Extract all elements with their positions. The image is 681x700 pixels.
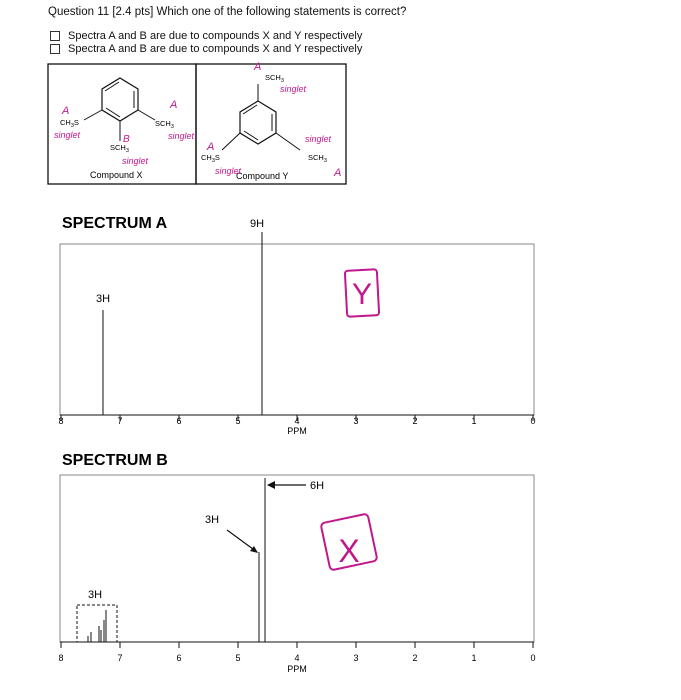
x-sch3-bottom: $SCH_3$	[110, 143, 129, 154]
spectrum-a-label-3h: 3H	[96, 293, 111, 305]
x-double-bond	[106, 108, 120, 117]
spectrum-a-title: SPECTRUM A	[62, 215, 168, 232]
spectrum-b-inset-box	[77, 605, 117, 642]
y-bond-left	[222, 133, 240, 150]
tick-1: 1	[471, 653, 477, 663]
y-double-bond	[244, 131, 258, 140]
annotation-singlet: singlet	[305, 134, 332, 144]
spectrum-b-label-6h: 6H	[310, 480, 325, 492]
tick-4: 4	[294, 416, 300, 426]
tick-2: 2	[412, 416, 418, 426]
x-bond-right	[138, 110, 155, 120]
option-2-label: Spectra A and B are due to compounds X and Y respectively	[68, 43, 363, 55]
arrow-head	[267, 481, 275, 489]
tick-1: 1	[471, 416, 477, 426]
spectrum-b-mark	[321, 514, 378, 571]
tick-0: 0	[530, 653, 536, 663]
tick-5: 5	[235, 416, 241, 426]
annotation-a: A	[170, 99, 178, 111]
annotation-singlet: singlet	[54, 130, 81, 140]
x-bond-left	[84, 110, 102, 120]
spectrum-b-label-3h-inset: 3H	[88, 589, 103, 601]
annotation-singlet: singlet	[168, 131, 195, 141]
spectrum-a-label-9h: 9H	[250, 218, 265, 230]
annotation-a: A	[334, 167, 342, 179]
x-sch3-right: $SCH_3$	[155, 119, 174, 130]
y-sch3-right: $SCH_3$	[308, 153, 327, 164]
compound-x-ring	[102, 78, 138, 121]
annotation-b: B	[123, 134, 130, 145]
spectrum-b-label-3h: 3H	[205, 514, 220, 526]
annotation-singlet: singlet	[215, 166, 242, 176]
annotation-singlet: singlet	[122, 156, 149, 166]
tick-4: 4	[294, 653, 300, 663]
tick-0: 0	[530, 416, 536, 426]
handwritten-annotations	[54, 61, 341, 179]
axis-unit-ppm: PPM	[287, 426, 307, 436]
annotation-singlet: singlet	[280, 84, 307, 94]
compound-x-caption: Compound X	[90, 170, 143, 180]
spectrum-a-mark	[345, 269, 379, 317]
spectrum-a-handwritten-answer: Y	[351, 278, 373, 311]
axis-unit-ppm: PPM	[287, 664, 307, 674]
spectrum-a-axis	[58, 415, 535, 436]
tick-6: 6	[176, 416, 182, 426]
spectrum-b-frame	[60, 475, 534, 642]
spectrum-b-axis	[58, 642, 535, 674]
annotation-a: A	[207, 141, 215, 153]
y-bond-right	[276, 133, 300, 150]
tick-7: 7	[117, 416, 123, 426]
compound-y-caption: Compound Y	[236, 171, 289, 181]
y-sch3-top: $SCH_3$	[265, 73, 284, 84]
tick-8: 8	[58, 653, 64, 663]
tick-8: 8	[58, 416, 64, 426]
spectrum-b-handwritten-answer: X	[338, 533, 360, 569]
option-1-label: Spectra A and B are due to compounds X and Y respectively	[68, 30, 363, 42]
spectrum-b-title: SPECTRUM B	[62, 452, 168, 469]
tick-5: 5	[235, 653, 241, 663]
tick-2: 2	[412, 653, 418, 663]
tick-3: 3	[353, 653, 359, 663]
spectrum-a-frame	[60, 244, 534, 415]
tick-7: 7	[117, 653, 123, 663]
compound-y-ring	[240, 101, 276, 144]
spectrum-b-inset-multiplet	[88, 610, 106, 642]
tick-6: 6	[176, 653, 182, 663]
tick-3: 3	[353, 416, 359, 426]
y-ch3s-left: $CH_3S$	[201, 153, 220, 164]
question-title: Question 11 [2.4 pts] Which one of the following statements is correct?	[48, 6, 407, 18]
annotation-a: A	[62, 105, 70, 117]
x-ch3s-left: $CH_3S$	[60, 118, 79, 129]
annotation-a: A	[254, 61, 262, 73]
